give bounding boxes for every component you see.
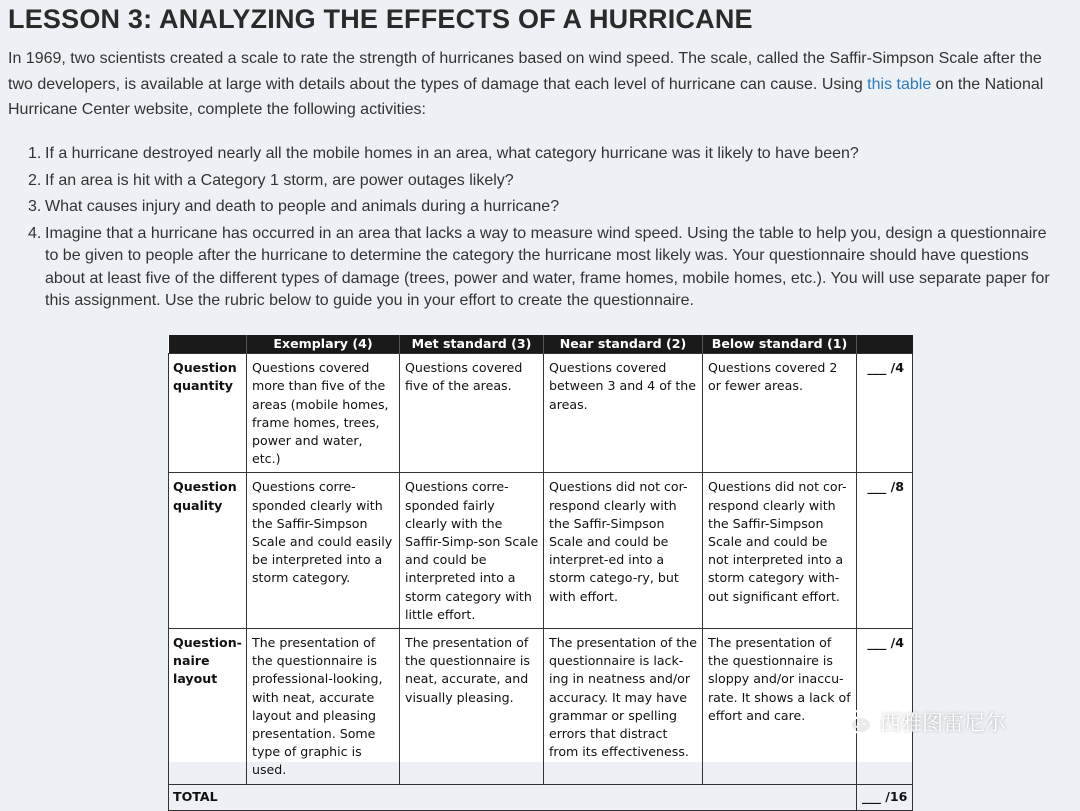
table-row: [169, 354, 913, 473]
rubric-cell: The presentation of the questionnaire is sloppy and/or inaccu-rate. It shows a lack of effort and care.: [703, 629, 857, 785]
rubric-cell: The presentation of the questionnaire is lack-ing in neatness and/or accuracy. It may have grammar or spelling errors that distract from its effectiveness.: [544, 629, 703, 785]
list-item-text: If a hurricane destroyed nearly all the mobile homes in an area, what category hurricane was it likely to have been?: [45, 145, 859, 162]
list-item-number: 4.: [28, 224, 42, 242]
rubric-row-label: Question quantity: [169, 354, 247, 473]
rubric-score: ___ /4: [857, 354, 913, 473]
rubric-row-label: Question quality: [169, 473, 247, 629]
watermark: [838, 707, 1006, 737]
rubric-header-row: [169, 335, 913, 354]
list-item-number: 1.: [28, 145, 42, 162]
rubric-cell: Questions did not cor-respond clearly with the Saffir-Simpson Scale and could be interpret-ed into a storm catego-ry, but with effort.: [544, 473, 703, 629]
rubric-header-cell: Met standard (3): [400, 335, 544, 354]
rubric-cell: Questions covered between 3 and 4 of the areas.: [544, 354, 703, 473]
rubric-row-label: Question-naire layout: [169, 629, 247, 785]
table-link[interactable]: this table: [867, 75, 932, 93]
rubric-table: [168, 335, 913, 811]
rubric-cell: Questions covered 2 or fewer areas.: [703, 354, 857, 473]
rubric-total-row: [169, 784, 913, 810]
lesson-title: LESSON 3: ANALYZING THE EFFECTS OF A HURRICANE: [8, 4, 753, 34]
rubric-cell: Questions corre-sponded fairly clearly with the Saffir-Simp-son Scale and could be interpreted into a storm category with little effort.: [400, 473, 544, 629]
rubric-score: ___ /8: [857, 473, 913, 629]
rubric-cell: The presentation of the questionnaire is neat, accurate, and visually pleasing.: [400, 629, 544, 785]
list-item: [28, 143, 1058, 166]
list-item: [28, 170, 1058, 193]
rubric-total-score: ___ /16: [857, 784, 913, 810]
rubric-header-cell: Near standard (2): [544, 335, 703, 354]
rubric-header-cell: [857, 335, 913, 354]
intro-text-before: In 1969, two scientists created a scale to rate the strength of hurricanes based on wind speed. The scale, called the Saffir-Simpson Scale after the two developers, is available at large with details about the types of damage that each level of hurricane can cause. Using: [8, 50, 1042, 93]
rubric-cell: Questions covered five of the areas.: [400, 354, 544, 473]
list-item-text: Imagine that a hurricane has occurred in an area that lacks a way to measure wind speed. Using the table to help you, design a questionnaire to be given to people after the hurricane to determine the category the hurricane most likely was. Your questionnaire should have questions about at least five of the different types of damage (trees, power and water, frame homes, mobile homes, etc.). You will use separate paper for this assignment. Use the rubric below to guide you in your effort to create the questionnaire.: [45, 224, 1050, 309]
list-item-number: 2.: [28, 171, 42, 189]
table-row: [169, 629, 913, 785]
intro-paragraph: [8, 46, 1070, 123]
list-item-text: If an area is hit with a Category 1 storm, are power outages likely?: [45, 171, 514, 189]
rubric-total-label: TOTAL: [169, 784, 857, 810]
rubric-cell: Questions covered more than five of the areas (mobile homes, frame homes, trees, power and water, etc.): [247, 354, 400, 473]
table-row: [169, 473, 913, 629]
rubric-cell: The presentation of the questionnaire is professional-looking, with neat, accurate layout and pleasing presentation. Some type of graphic is used.: [247, 629, 400, 785]
rubric-cell: Questions corre-sponded clearly with the Saffir-Simpson Scale and could easily be interpreted into a storm category.: [247, 473, 400, 629]
question-list: [28, 143, 1058, 317]
list-item-text: What causes injury and death to people and animals during a hurricane?: [45, 198, 560, 215]
list-item-number: 3.: [28, 198, 42, 215]
wechat-icon: [838, 707, 874, 737]
rubric-score: ___ /4: [857, 629, 913, 785]
rubric-cell: Questions did not cor-respond clearly with the Saffir-Simpson Scale and could be not interpreted into a storm category with-out significant effort.: [703, 473, 857, 629]
rubric-image: [168, 335, 912, 804]
rubric-header-cell: Below standard (1): [703, 335, 857, 354]
watermark-text: 西雅图雷尼尔: [880, 711, 1006, 735]
list-item: [28, 196, 1058, 219]
rubric-header-cell: Exemplary (4): [247, 335, 400, 354]
rubric-header-cell: [169, 335, 247, 354]
intro-text-after: on the National Hurricane Center website, complete the following activities:: [8, 75, 1044, 118]
list-item: [28, 223, 1058, 313]
